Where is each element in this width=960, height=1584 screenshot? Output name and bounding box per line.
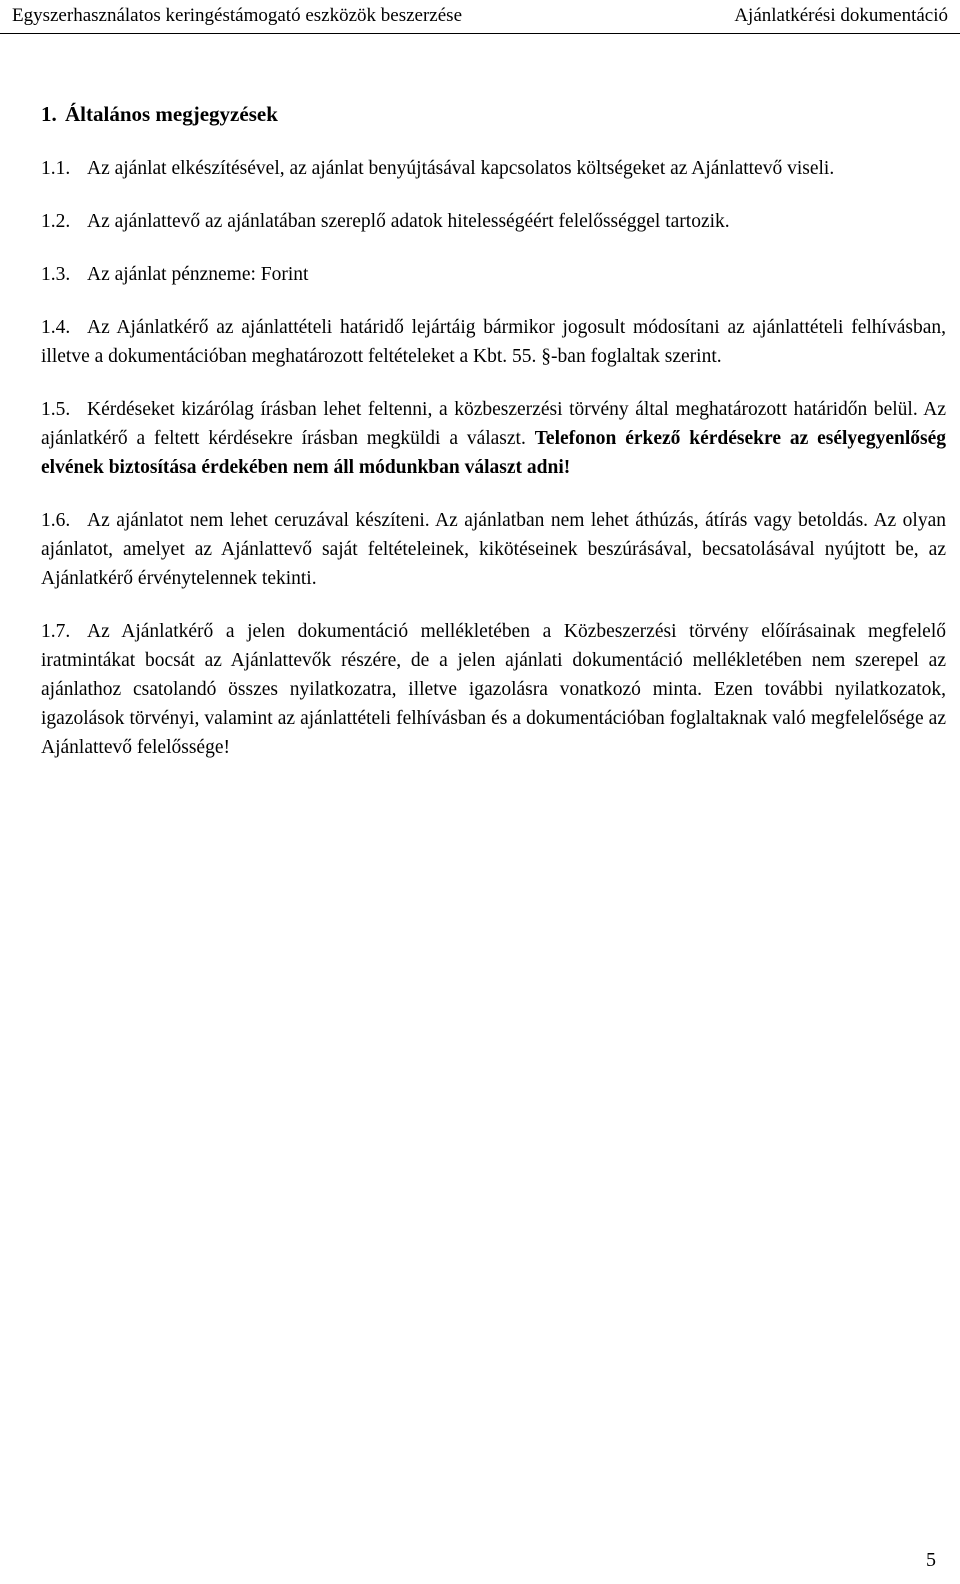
paragraph-number: 1.4.: [41, 317, 71, 338]
paragraph-text: Kérdéseket kizárólag írásban lehet feltenni, a közbeszerzési törvény által meghatározott határidőn belül. Az ajánlatkérő a feltett kérdésekre írásban megküldi a választ.: [41, 399, 946, 449]
paragraph-text: Az ajánlat elkészítésével, az ajánlat benyújtásával kapcsolatos költségeket az Ajánlattevő viseli.: [87, 158, 835, 179]
document-body: [41, 100, 946, 786]
paragraph-1-6: [41, 506, 946, 593]
header-document-type: Ajánlatkérési dokumentáció: [734, 5, 948, 26]
paragraph-1-1: [41, 154, 946, 183]
paragraph-1-5: [41, 395, 946, 482]
paragraph-number: 1.5.: [41, 399, 71, 420]
page-number: 5: [926, 1549, 936, 1571]
paragraph-text: Az ajánlat pénzneme: Forint: [87, 264, 309, 285]
paragraph-number: 1.3.: [41, 264, 71, 285]
paragraph-1-7: [41, 617, 946, 762]
header-document-title: Egyszerhasználatos keringéstámogató eszközök beszerzése: [12, 5, 462, 26]
section-heading: [41, 100, 946, 128]
page-header: [0, 0, 960, 34]
paragraph-text: Az Ajánlatkérő a jelen dokumentáció mellékletében a Közbeszerzési törvény előírásainak megfelelő iratmintákat bocsát az Ajánlattevők részére, de a jelen ajánlati dokumentáció mellékletében nem szerepel az ajánlathoz csatolandó összes nyilatkozatra, illetve igazolásra vonatkozó minta. Ezen további nyilatkozatok, igazolások törvényi, valamint az ajánlattételi felhívásban és a dokumentációban foglaltaknak való megfelelősége az Ajánlattevő felelőssége!: [41, 621, 946, 758]
paragraph-text: Az ajánlattevő az ajánlatában szereplő adatok hitelességéért felelősséggel tartozik.: [87, 211, 730, 232]
paragraph-1-4: [41, 313, 946, 371]
paragraph-1-2: [41, 207, 946, 236]
paragraph-number: 1.1.: [41, 158, 71, 179]
section-number: 1.: [41, 102, 57, 126]
section-title: Általános megjegyzések: [65, 102, 278, 126]
paragraph-number: 1.7.: [41, 621, 71, 642]
paragraph-bold-notice: Telefonon érkező kérdésekre az esélyegyenlőség elvének biztosítása érdekében nem áll módunkban választ adni!: [41, 428, 946, 478]
paragraph-number: 1.6.: [41, 510, 71, 531]
paragraph-text: Az ajánlatot nem lehet ceruzával készíteni. Az ajánlatban nem lehet áthúzás, átírás vagy betoldás. Az olyan ajánlatot, amelyet az Ajánlattevő saját feltételeinek, kikötéseinek beszúrásával, becsatolásával nyújtott be, az Ajánlatkérő érvénytelennek tekinti.: [41, 510, 946, 589]
paragraph-number: 1.2.: [41, 211, 71, 232]
paragraph-text: Az Ajánlatkérő az ajánlattételi határidő lejártáig bármikor jogosult módosítani az ajánlattételi felhívásban, illetve a dokumentációban meghatározott feltételeket a Kbt. 55. §-ban foglaltak szerint.: [41, 317, 946, 367]
paragraph-1-3: [41, 260, 946, 289]
